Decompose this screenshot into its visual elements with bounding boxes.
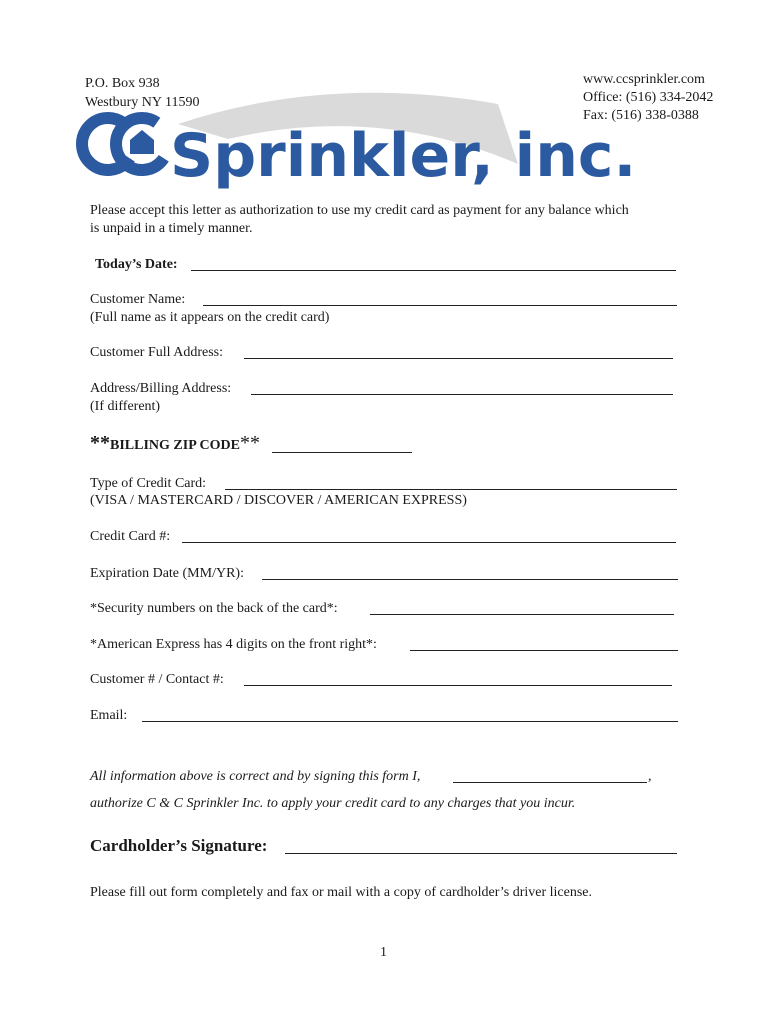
office-phone: Office: (516) 334-2042 <box>583 90 714 105</box>
todays-date-field[interactable] <box>191 270 676 271</box>
billing-address-note: (If different) <box>90 399 161 414</box>
intro-line-1: Please accept this letter as authorization to use my credit card as payment for any balance which <box>90 203 629 218</box>
expiration-label: Expiration Date (MM/YR): <box>90 566 244 581</box>
email-label: Email: <box>90 708 128 723</box>
logo-house-icon <box>130 130 154 154</box>
customer-name-label: Customer Name: <box>90 292 186 307</box>
amex-label: *American Express has 4 digits on the front right*: <box>90 637 377 652</box>
authorization-comma: , <box>648 769 652 784</box>
page-number: 1 <box>380 945 387 960</box>
card-type-field[interactable] <box>225 489 677 490</box>
authorization-line-1: All information above is correct and by signing this form I, <box>90 769 421 784</box>
logo-name-text: Sprinkler, inc. <box>170 121 637 191</box>
todays-date-label: Today’s Date: <box>95 257 178 272</box>
email-field[interactable] <box>142 721 678 722</box>
customer-name-field[interactable] <box>203 305 677 306</box>
footer-instructions: Please fill out form completely and fax or mail with a copy of cardholder’s driver license. <box>90 885 593 900</box>
website[interactable]: www.ccsprinkler.com <box>583 72 705 87</box>
contact-field[interactable] <box>244 685 672 686</box>
full-address-label: Customer Full Address: <box>90 345 224 360</box>
customer-name-note: (Full name as it appears on the credit card) <box>90 310 330 325</box>
contact-label: Customer # / Contact #: <box>90 672 224 687</box>
zip-prefix: ** <box>90 432 110 454</box>
signature-field[interactable] <box>285 853 677 854</box>
security-label: *Security numbers on the back of the card*: <box>90 601 338 616</box>
company-logo <box>78 84 637 194</box>
full-address-field[interactable] <box>244 358 673 359</box>
city-state-zip: Westbury NY 11590 <box>85 95 200 110</box>
card-type-label: Type of Credit Card: <box>90 476 207 491</box>
card-number-field[interactable] <box>182 542 676 543</box>
security-field[interactable] <box>370 614 674 615</box>
fax-number: Fax: (516) 338-0388 <box>583 108 699 123</box>
amex-field[interactable] <box>410 650 678 651</box>
zip-label <box>90 432 260 455</box>
zip-field[interactable] <box>272 452 412 453</box>
zip-label-text: BILLING ZIP CODE <box>110 438 240 453</box>
billing-address-label: Address/Billing Address: <box>90 381 232 396</box>
authorization-name-field[interactable] <box>453 782 647 783</box>
po-box: P.O. Box 938 <box>85 76 160 91</box>
card-type-note: (VISA / MASTERCARD / DISCOVER / AMERICAN EXPRESS) <box>90 493 467 508</box>
card-number-label: Credit Card #: <box>90 529 171 544</box>
signature-label: Cardholder’s Signature: <box>90 836 268 855</box>
expiration-field[interactable] <box>262 579 678 580</box>
authorization-line-2: authorize C & C Sprinkler Inc. to apply your credit card to any charges that you incur. <box>90 796 576 811</box>
zip-suffix: ** <box>239 432 260 454</box>
billing-address-field[interactable] <box>251 394 673 395</box>
intro-line-2: is unpaid in a timely manner. <box>90 221 253 236</box>
